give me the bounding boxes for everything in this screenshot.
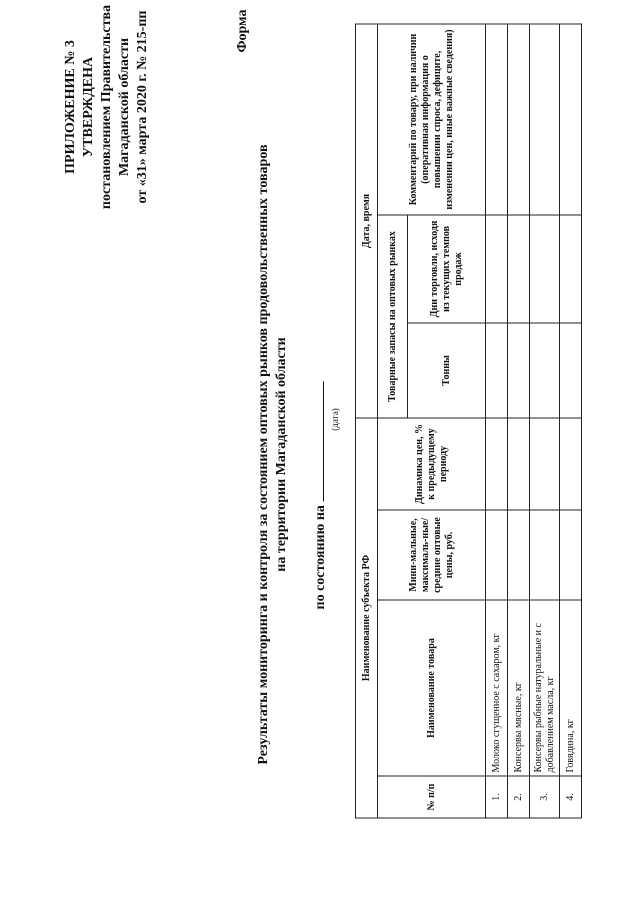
approval-block bbox=[62, 0, 152, 215]
table-row bbox=[486, 24, 508, 818]
empty-cell bbox=[560, 323, 582, 418]
approved-label: УТВЕРЖДЕНА bbox=[81, 56, 96, 158]
approval-region: Магаданской области bbox=[117, 37, 132, 177]
monitoring-table bbox=[355, 23, 582, 818]
table-row bbox=[508, 24, 530, 818]
approval-authority: постановлением Правительства bbox=[99, 4, 114, 210]
as-of-label: по состоянию на bbox=[313, 505, 328, 610]
header-region: Наименование субъекта РФ bbox=[356, 418, 378, 818]
row-number: 4. bbox=[560, 776, 582, 818]
row-number: 3. bbox=[530, 776, 560, 818]
col-days-header: Дни торговли, исходя из текущих темпов продаж bbox=[408, 215, 486, 323]
table-row bbox=[560, 24, 582, 818]
appendix-number: ПРИЛОЖЕНИЕ № 3 bbox=[63, 40, 78, 174]
row-number: 2. bbox=[508, 776, 530, 818]
empty-cell bbox=[486, 24, 508, 215]
row-number: 1. bbox=[486, 776, 508, 818]
empty-cell bbox=[486, 510, 508, 600]
product-name: Говядина, кг bbox=[560, 600, 582, 776]
header-datetime: Дата, время bbox=[356, 24, 378, 418]
product-name: Консервы рыбные натуральные и с добавлением масла, кг bbox=[530, 600, 560, 776]
col-number-header: № п/п bbox=[378, 776, 486, 818]
empty-cell bbox=[508, 418, 530, 510]
document-title bbox=[255, 75, 291, 835]
product-name: Молоко сгущенное с сахаром, кг bbox=[486, 600, 508, 776]
empty-cell bbox=[530, 418, 560, 510]
empty-cell bbox=[508, 510, 530, 600]
empty-cell bbox=[486, 215, 508, 323]
empty-cell bbox=[508, 215, 530, 323]
empty-cell bbox=[560, 24, 582, 215]
empty-cell bbox=[530, 215, 560, 323]
empty-cell bbox=[508, 24, 530, 215]
as-of-date bbox=[310, 310, 340, 610]
empty-cell bbox=[560, 418, 582, 510]
empty-cell bbox=[530, 323, 560, 418]
col-product-header: Наименование товара bbox=[378, 600, 486, 776]
empty-cell bbox=[530, 510, 560, 600]
empty-cell bbox=[486, 418, 508, 510]
empty-cell bbox=[560, 215, 582, 323]
title-line-1: Результаты мониторинга и контроля за состоянием оптовых рынков продовольственных товаров bbox=[256, 144, 271, 765]
col-comment-header: Комментарий по товару, при наличии (оперативная информация о повышении спроса, дефиците, изменении цен, иные важные сведения) bbox=[378, 24, 486, 215]
empty-cell bbox=[560, 510, 582, 600]
form-label: Форма bbox=[235, 9, 250, 53]
approval-date: от «31» марта 2020 г. № 215-пп bbox=[135, 10, 150, 204]
date-caption: (дата) bbox=[330, 408, 340, 431]
empty-cell bbox=[486, 323, 508, 418]
col-stock-group-header: Товарные запасы на оптовых рынках bbox=[378, 215, 408, 418]
title-line-2: на территории Магаданской области bbox=[274, 337, 289, 572]
date-blank-line bbox=[310, 382, 324, 502]
product-name: Консервы мясные, кг bbox=[508, 600, 530, 776]
col-tons-header: Тонны bbox=[408, 323, 486, 418]
col-prices-header: Мини-мальные, максималь-ные/средние оптовые цены, руб. bbox=[378, 510, 486, 600]
empty-cell bbox=[508, 323, 530, 418]
col-dynamics-header: Динамика цен, % к предыдущему периоду bbox=[378, 418, 486, 510]
empty-cell bbox=[530, 24, 560, 215]
table-row bbox=[530, 24, 560, 818]
